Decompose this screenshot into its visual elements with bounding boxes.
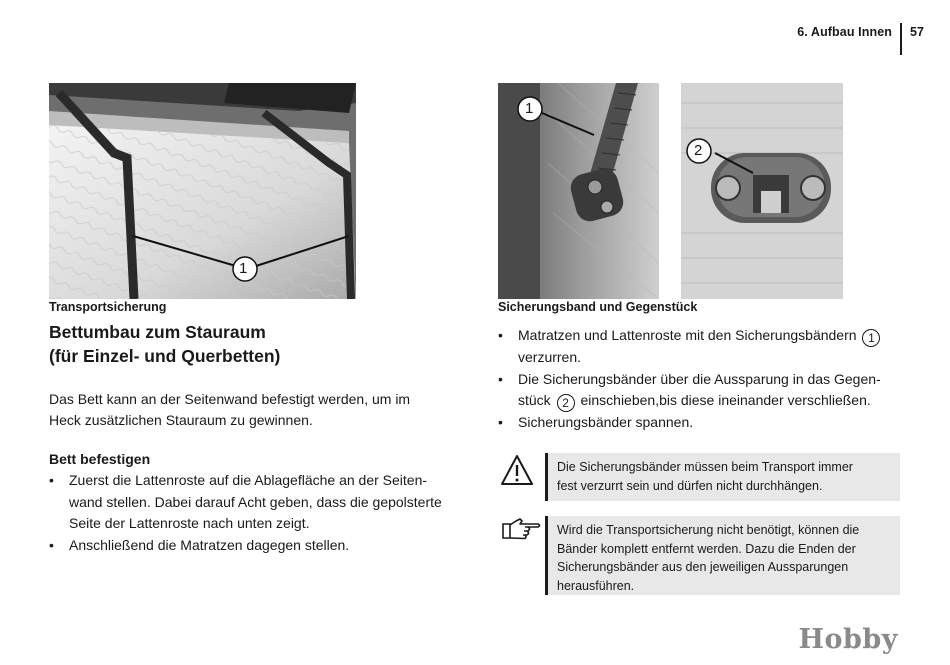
counterpart-photo	[681, 83, 843, 299]
list-item: • Anschließend die Matratzen dagegen stellen.	[49, 536, 350, 553]
ref-number-1: 1	[862, 329, 880, 347]
callout-1: 1	[239, 260, 248, 277]
tip-note: Wird die Transportsicherung nicht benötigt, können die Bänder komplett entfernt werden. Dazu die Enden der Sicherungsbänder aus den jeweiligen Aussparungen herausführen.	[545, 516, 900, 595]
right-bullet-list	[498, 325, 908, 434]
ref-number-2: 2	[557, 394, 575, 412]
strap-photo	[498, 83, 659, 299]
hobby-logo: Hobby	[798, 624, 898, 655]
photo-caption-left: Transportsicherung	[49, 300, 167, 314]
list-item: • Die Sicherungsbänder über die Aussparung in das Gegen- stück 2 einschieben,bis diese ineinander verschließen.	[498, 370, 881, 410]
callout-1: 1	[525, 100, 534, 117]
list-item: • Sicherungsbänder spannen.	[498, 414, 694, 430]
callout-2: 2	[694, 142, 703, 159]
warning-triangle-icon	[500, 453, 534, 487]
section-title: 6. Aufbau Innen	[797, 25, 892, 39]
intro-paragraph: Das Bett kann an der Seitenwand befestigt werden, um im Heck zusätzlichen Stauraum zu gewinnen.	[49, 391, 411, 428]
page-number: 57	[910, 25, 924, 39]
subheading-bett-befestigen: Bett befestigen	[49, 451, 151, 467]
list-item: • Zuerst die Lattenroste auf die Ablagefläche an der Seiten- wand stellen. Dabei darauf Acht geben, dass die gepolsterte Seite der Lattenroste nach unten zeigt.	[49, 472, 442, 531]
photo-caption-right: Sicherungsband und Gegenstück	[498, 300, 698, 314]
left-bullet-list	[49, 470, 459, 556]
section-heading: Bettumbau zum Stauraum (für Einzel- und Querbetten)	[49, 322, 281, 366]
pointing-hand-icon	[500, 516, 542, 542]
warning-note: Die Sicherungsbänder müssen beim Transport immer fest verzurrt sein und dürfen nicht durchhängen.	[545, 453, 900, 501]
header-divider	[900, 23, 902, 55]
list-item: • Matratzen und Lattenroste mit den Sicherungsbändern 1 verzurren.	[498, 325, 908, 369]
mattress-photo	[49, 83, 356, 299]
